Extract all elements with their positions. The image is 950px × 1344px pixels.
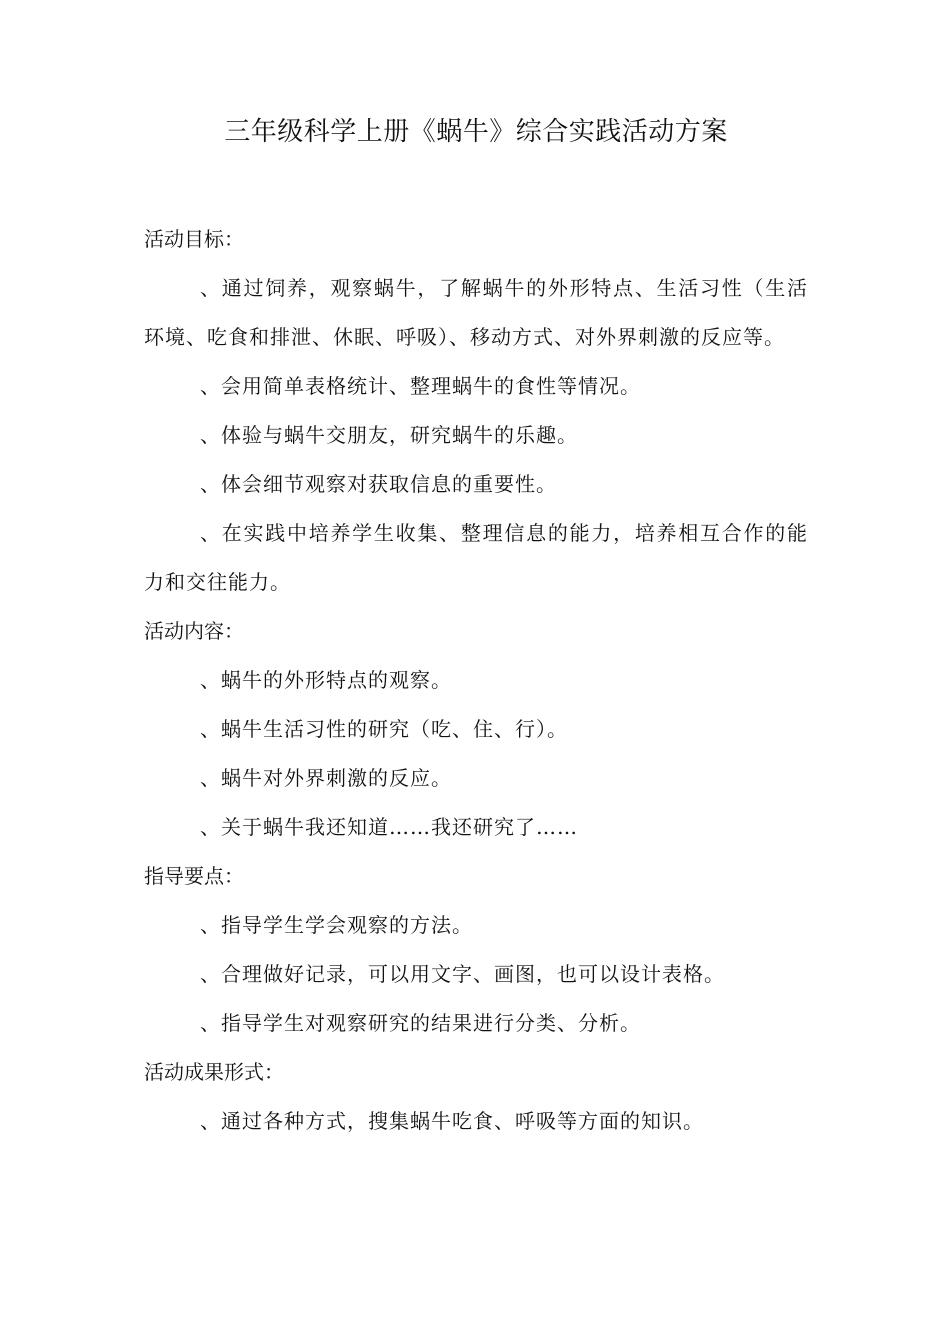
paragraph: 、在实践中培养学生收集、整理信息的能力，培养相互合作的能力和交往能力。 [144,521,808,594]
paragraph: 、蜗牛对外界刺激的反应。 [200,766,452,790]
paragraph: 、通过饲养，观察蜗牛，了解蜗牛的外形特点、生活习性（生活环境、吃食和排泄、休眠、呼吸）、移动方式、对外界刺激的反应等。 [144,276,808,349]
section-outcomes [144,1048,808,1146]
paragraph: 、体会细节观察对获取信息的重要性。 [200,472,557,496]
paragraph: 、蜗牛生活习性的研究（吃、住、行）。 [200,717,568,741]
paragraph: 、指导学生对观察研究的结果进行分类、分析。 [200,1011,641,1035]
paragraph: 、关于蜗牛我还知道……我还研究了…… [200,815,578,839]
section-goals [144,215,808,607]
paragraph: 、通过各种方式，搜集蜗牛吃食、呼吸等方面的知识。 [200,1109,704,1133]
paragraph: 、会用简单表格统计、整理蜗牛的食性等情况。 [200,374,641,398]
paragraph: 、指导学生学会观察的方法。 [200,913,473,937]
paragraph: 、体验与蜗牛交朋友，研究蜗牛的乐趣。 [200,423,578,447]
section-heading: 活动成果形式： [144,1060,284,1084]
section-heading: 活动目标： [144,227,244,251]
document-title: 三年级科学上册《蜗牛》综合实践活动方案 [224,117,728,147]
paragraph: 、蜗牛的外形特点的观察。 [200,668,452,692]
section-heading: 指导要点： [144,864,244,888]
section-guidance [144,852,808,1048]
section-heading: 活动内容： [144,619,244,643]
section-content [144,607,808,852]
paragraph: 、合理做好记录，可以用文字、画图，也可以设计表格。 [200,962,725,986]
